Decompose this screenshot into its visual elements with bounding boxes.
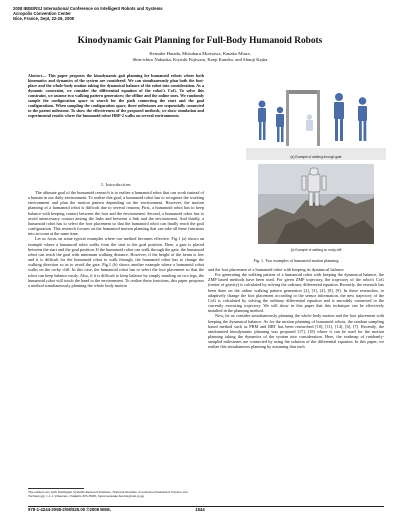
abstract-label: Abstract xyxy=(28,73,43,78)
paragraph: Now, let us consider simultaneously planning the whole body motion and the foot placement with keeping the dynamical balance. As for the motion planning of humanoid robots, the random sampling based method such as PRM and RRT has been researched [10], [11], [14], [6], [7]. Recently, the randomized kinodynamic planning was proposed [17], [18] where it can be used for the motion planning taking the dynamics of the system into consideration. Here, the roadmap of randomly-sampled milestones are connected by using the solution of the differential equation. In this paper, we realize this simultaneous planning by assuming that each xyxy=(208,313,384,350)
author-line-2: Shin-ichiro Nakaoka, Kiyoshi Fujiwara, Kenji Kaneko, and Shuuji Kajita xyxy=(132,57,268,62)
figure-1-image xyxy=(246,68,386,256)
right-column-body xyxy=(208,267,384,485)
figure-1a-illustration xyxy=(246,68,386,160)
paragraph: For generating the walking pattern of a humanoid robot with keeping the dynamical balance, the ZMP based methods have been used. For given ZMP trajectory, the trajectory of the robot's CoG (center of gravity) is calculated by solving the ordinary differential equation. Recently, the research has been done on the online walking pattern generation [2], [3], [4], [8], [9]. In these researches, to adaptively change the foot placement according to the sensor information, the new trajectory of the CoG is calculated by solving the ordinary differential equation and is smoothly connected to the currently executing trajectory. We will show in this paper that this technique can be effectively installed in the planning method. xyxy=(208,272,384,314)
figure-1b-caption: (b) Example of walking on rocky cliff xyxy=(290,248,342,252)
conference-location-date: Nice, France, Sept, 22-26, 2008 xyxy=(13,16,74,22)
paragraph: The ultimate goal of the humanoid research is to realize a humanoid robot that can work instead of a human in our daily environment. To realize this goal, a humanoid robot has to recognize the working environment and plan the motion pattern depending on the environment. However, the motion planning of a humanoid robot is difficult due to several reasons; First, a humanoid robot has to keep balance with keeping contact between the foot and the environment. Second, a humanoid robot has to avoid unnecessary contact among the links and between a link and the environment. And thirdly, a humanoid robot has to select the foot placement so that the humanoid robot can finally reach the goal configuration. This research focuses on the humanoid motion planning that can take all these functions into account at the same time. xyxy=(28,190,204,237)
abstract-text: — This paper proposes the kinodynamic gait planning for humanoid robots where both kinematics and dynamics of the system are considered. We can simultaneously plan both the foot-place and the whole-body motion taking the dynamical balance of the robot into consideration. As a dynamic constraint, we consider the differential equation of the robot's CoG. To solve this constraint, we assume two walking pattern generators; the offline and the online ones. We randomly sample the configuration space to search for the path connecting the start and the goal configurations. When sampling the configuration space, three milestones are sequentially connected to the parent milestone. To show the effectiveness of the proposed methods, we show simulation and experimental results where the humanoid robot HRP-2 walks on several environments. xyxy=(28,73,204,119)
section-heading: I. Introduction xyxy=(101,182,131,187)
figure-1-caption: Fig. 1. Two examples of humanoid motion planning xyxy=(253,258,339,263)
isbn-copyright: 978-1-4244-2058-2/08/$25.00 ©2008 IEEE. xyxy=(28,507,112,512)
conference-venue: Acropolis Convention Center xyxy=(13,11,71,17)
left-column-body xyxy=(28,190,204,485)
paper-title: Kinodynamic Gait Planning for Full-Body Humanoid Robots xyxy=(77,36,323,46)
footnote-divider xyxy=(28,488,84,489)
abstract xyxy=(28,73,204,118)
conference-name: 2008 IEEE/RSJ International Conference on Intelligent Robots and Systems xyxy=(13,6,163,11)
paragraph: and the foot placement of a humanoid robot with keeping its dynamical balance. xyxy=(208,267,345,272)
author-footnote: The authors are with Intelligent Systems Research Institute, National Institute of Advanced Industrial Science and Technology, 1-1-1 Umezono, Tsukuba 305-8568, Japan kensuke.harada@aist.go.jp xyxy=(28,490,188,499)
figure-1 xyxy=(246,68,386,256)
page-number: 1544 xyxy=(195,507,205,512)
figure-1b-illustration xyxy=(258,164,374,252)
conference-header xyxy=(13,6,263,22)
author-line-1: Kensuke Harada, Mitsuharu Morisawa, Kanako Miura, xyxy=(149,51,251,56)
figure-1a-caption: (a) Example of walking through gate xyxy=(290,155,342,159)
author-list xyxy=(0,51,400,63)
paragraph: Let us focus on some typical examples where our method becomes effective. Fig.1 (a) shows an example where a humanoid robot walks from the start to the goal position. Here, a gate is placed between the start and the goal position. If the humanoid robot can walk through the gate, the humanoid robot can reach the goal with minimum walking distance. However, if the height of the beam is low and it is difficult for the humanoid robot to walk through, the humanoid robot has to change the walking direction so as to avoid the gate. Fig.1 (b) shows another example where a humanoid robot walks on the rocky cliff. In this case, the humanoid robot has to select the foot placement so that the robot can keep balance easily. Also, if it is difficult to keep balance by simply standing on two legs, the humanoid robot will touch the hand to the environment. To realize these functions, this paper proposes a method simultaneously planning the whole body motion xyxy=(28,236,204,288)
